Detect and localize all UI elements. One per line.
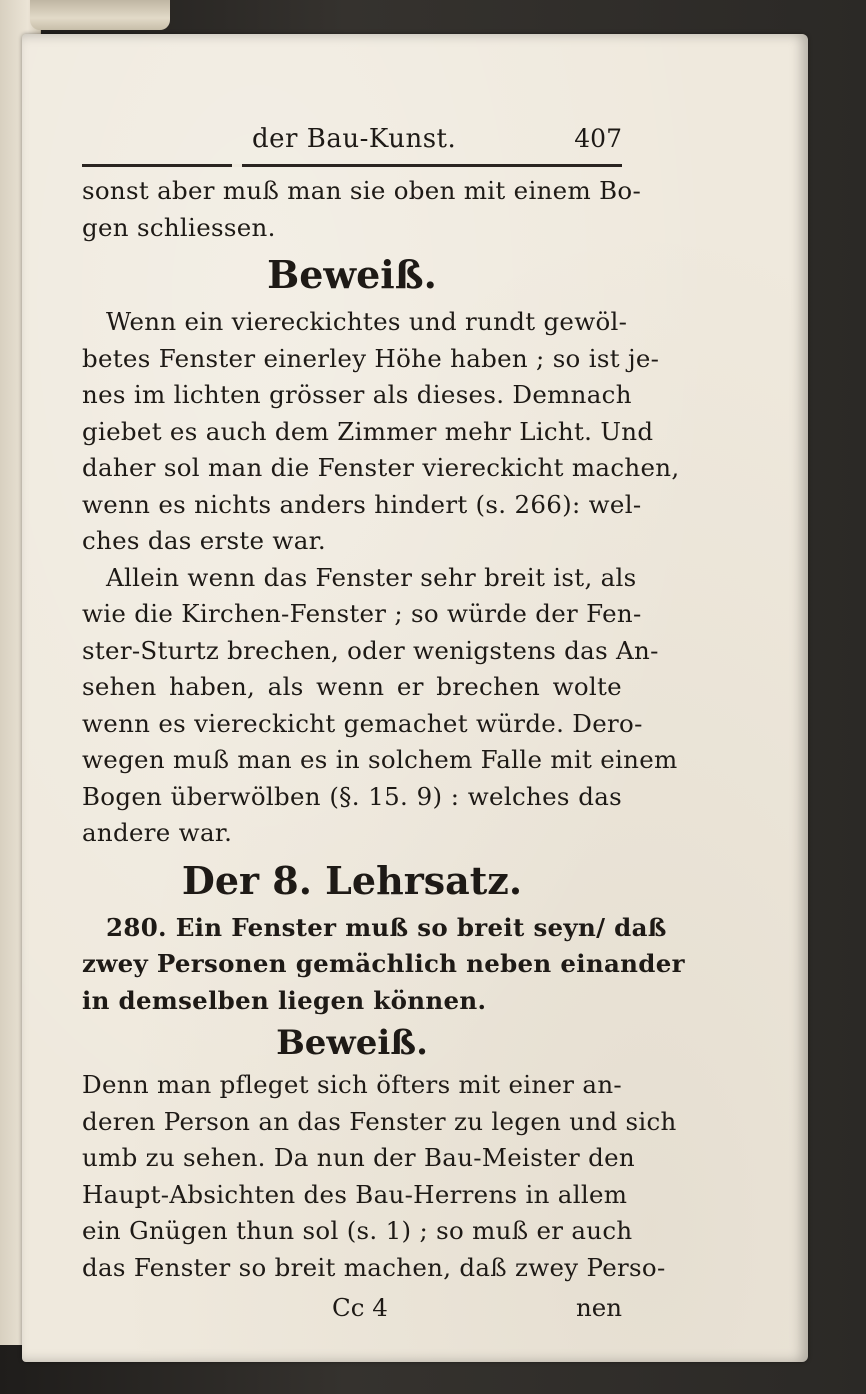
text-line: andere war. [82,818,233,847]
catchword: nen [575,1293,622,1322]
theorem-statement [82,910,685,1020]
text-line: 280. Ein Fenster muß so breit seyn/ daß [106,912,667,942]
text-line: deren Person an das Fenster zu legen und sich [82,1106,677,1136]
text-line: giebet es auch dem Zimmer mehr Licht. Und [82,416,654,446]
section-heading-proof-2: Beweiß. [276,1023,428,1063]
text-line: Bogen überwölben (§. 15. 9) : welches das [82,781,622,811]
continued-text [82,173,642,246]
signature-mark: Cc 4 [332,1293,388,1322]
page-number: 407 [574,124,622,153]
section-heading-theorem: Der 8. Lehrsatz. [181,857,523,903]
text-line: nes im lichten grösser als dieses. Demnach [82,380,632,409]
book-page [22,34,808,1362]
text-line: ein Gnügen thun sol (s. 1) ; so muß er auch [82,1216,633,1245]
text-line: umb zu sehen. Da nun der Bau-Meister den [82,1143,635,1172]
text-line: sonst aber muß man sie oben mit einem Bo- [82,176,642,205]
text-line: das Fenster so breit machen, daß zwey Perso- [82,1252,666,1282]
proof-paragraph-3 [82,1067,677,1286]
page-footer [82,1288,622,1328]
binding-tab [30,0,170,30]
text-line: Haupt-Absichten des Bau-Herrens in allem [82,1179,628,1209]
text-line: Allein wenn das Fenster sehr breit ist, als [106,562,637,592]
text-line: ster-Sturtz brechen, oder wenigstens das An- [82,635,659,665]
text-line: wenn es nichts anders hindert (s. 266): wel- [82,489,642,519]
text-line: Wenn ein viereckichtes und rundt gewöl- [106,307,628,336]
text-line: wie die Kirchen-Fenster ; so würde der Fen- [82,599,642,628]
text-line: sehen haben, als wenn er brechen wolte [82,672,622,701]
proof-paragraph-2 [82,560,678,852]
running-title: der Bau-Kunst. [252,124,457,154]
text-line: zwey Personen gemächlich neben einander [82,949,685,978]
text-line: in demselben liegen können. [82,985,487,1015]
running-header [82,124,622,160]
text-line: betes Fenster einerley Höhe haben ; so ist je- [82,343,660,373]
proof-paragraph-1 [82,304,680,560]
text-line: Denn man pfleget sich öfters mit einer an- [82,1070,622,1099]
page-text [82,124,685,1328]
header-rule [82,164,622,167]
section-heading-proof: Beweiß. [267,252,437,297]
text-line: gen schliessen. [82,212,276,242]
text-line: ches das erste war. [82,526,327,555]
text-line: wenn es viereckicht gemachet würde. Dero- [82,708,643,738]
text-line: wegen muß man es in solchem Falle mit einem [82,745,678,774]
text-line: daher sol man die Fenster viereckicht machen, [82,453,680,482]
